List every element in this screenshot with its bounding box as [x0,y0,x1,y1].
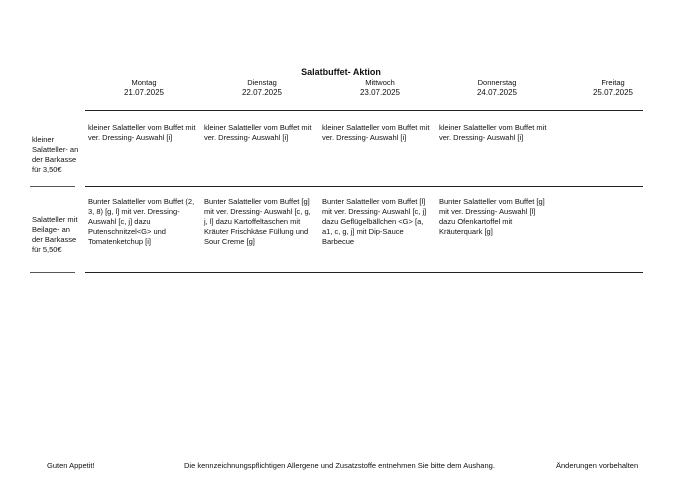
day-header-tuesday [207,78,317,98]
day-name: Mittwoch [365,78,395,87]
day-name: Montag [131,78,157,87]
menu-cell: Bunter Salatteller vom Buffet [g] mit ver. Dressing- Auswahl [l] dazu Ofenkartoffel mit Kräuterquark [g] [439,197,545,236]
day-date: 25.07.2025 [592,88,634,97]
day-date: 24.07.2025 [476,88,518,97]
day-date: 23.07.2025 [359,88,401,97]
footer-changes-note: Änderungen vorbehalten [556,461,639,470]
menu-title: Salatbuffet- Aktion [301,67,381,77]
menu-cell: Bunter Salatteller vom Buffet [l] mit ver. Dressing- Auswahl [c, j] dazu Geflügelbällchen <G> [a, a1, c, g, j] mit Dip-Sauce Barbecue [322,197,427,246]
footer-allergen-note: Die kennzeichnungspflichtigen Allergene und Zusatzstoffe entnehmen Sie bitte dem Aushang. [184,461,495,470]
menu-cell: Bunter Salatteller vom Buffet [g] mit ver. Dressing- Auswahl [c, g, j, l] dazu Kartoffeltaschen mit Kräuter Frischkäse Füllung und Sour Creme [g] [204,197,311,246]
day-header-friday [558,78,668,98]
day-name: Donnerstag [477,78,517,87]
day-header-wednesday [325,78,435,98]
day-header-thursday [442,78,552,98]
row-label-salad-with-side: Salatteller mit Beilage- an der Barkasse für 5,50€ [32,215,78,254]
menu-cell: kleiner Salatteller vom Buffet mit ver. Dressing- Auswahl [i] [322,123,430,142]
label-divider [30,186,75,187]
row-label-small-salad: kleiner Salatteller- an der Barkasse für 3,50€ [32,135,79,174]
menu-cell: kleiner Salatteller vom Buffet mit ver. Dressing- Auswahl [i] [88,123,196,142]
table-bottom-divider [85,272,643,273]
label-divider [30,272,75,273]
row-divider [85,186,643,187]
day-date: 21.07.2025 [123,88,165,97]
day-date: 22.07.2025 [241,88,283,97]
header-divider [85,110,643,111]
day-header-monday [89,78,199,98]
menu-cell: kleiner Salatteller vom Buffet mit ver. Dressing- Auswahl [i] [204,123,312,142]
menu-cell: Bunter Salatteller vom Buffet (2, 3, 8) [g, l] mit ver. Dressing- Auswahl [c, j] dazu Putenschnitzel<G> und Tomatenketchup [i] [88,197,195,246]
day-name: Dienstag [247,78,277,87]
footer-greeting: Guten Appetit! [47,461,95,470]
menu-cell: kleiner Salatteller vom Buffet mit ver. Dressing- Auswahl [i] [439,123,547,142]
day-name: Freitag [601,78,625,87]
